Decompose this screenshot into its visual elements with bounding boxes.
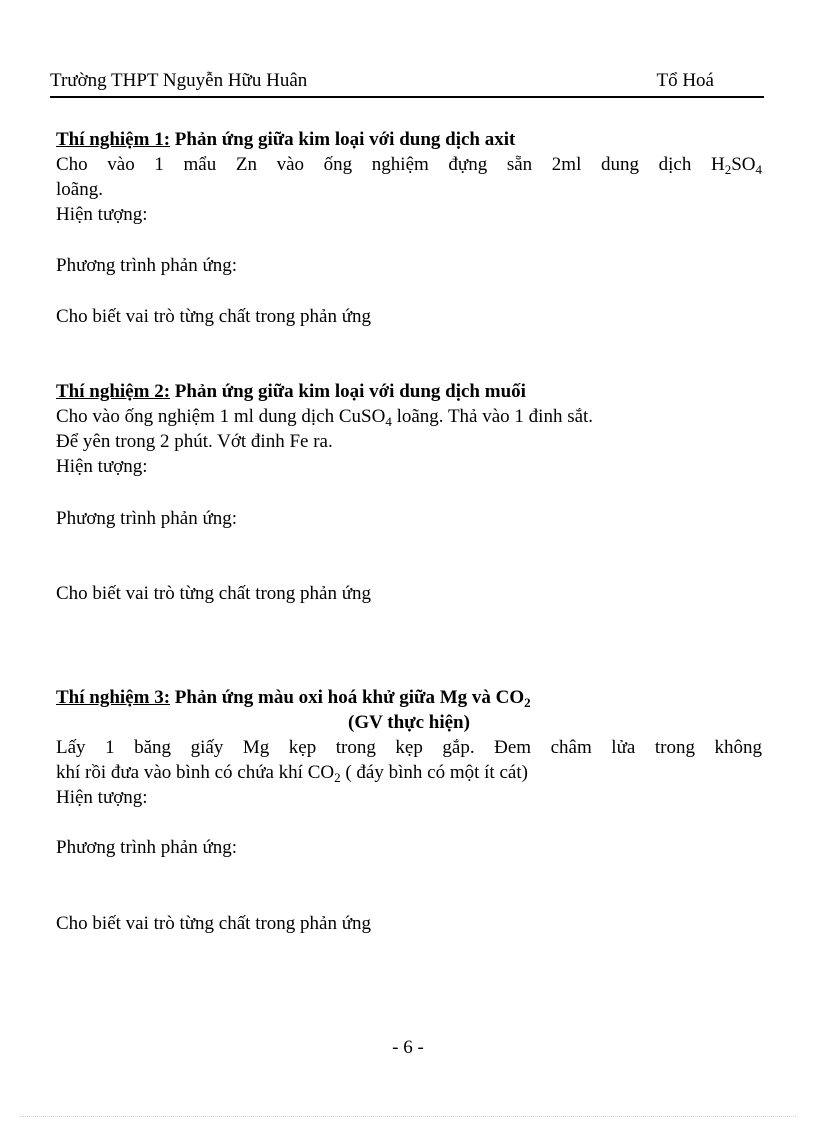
school-name: Trường THPT Nguyễn Hữu Huân [50,70,308,91]
experiment-1-label: Thí nghiệm 1: [56,129,171,150]
experiment-3-phenomenon: Hiện tượng: [56,787,148,808]
experiment-1-phenomenon: Hiện tượng: [56,204,148,225]
experiment-3-subtitle: (GV thực hiện) [348,712,470,733]
experiment-3-procedure-line1: Lấy 1 băng giấy Mg kẹp trong kẹp gắp. Đem châm lửa trong không [56,737,762,758]
experiment-1-heading: Phản ứng giữa kim loại với dung dịch axit [170,129,516,150]
page-bottom-divider [20,1116,796,1117]
experiment-2 [56,379,762,479]
experiment-3-roles: Cho biết vai trò từng chất trong phản ứng [56,913,372,934]
experiment-2-heading: Phản ứng giữa kim loại với dung dịch muối [170,381,526,402]
experiment-2-procedure-line1: Cho vào ống nghiệm 1 ml dung dịch CuSO$_4$ loãng. Thả vào 1 đinh sắt. [56,406,594,429]
experiment-1-roles: Cho biết vai trò từng chất trong phản ứng [56,306,372,327]
experiment-1-equation: Phương trình phản ứng: [56,255,238,276]
experiment-2-roles: Cho biết vai trò từng chất trong phản ứng [56,583,372,604]
experiment-2-procedure-line2: Để yên trong 2 phút. Vớt đinh Fe ra. [56,431,333,452]
page-number: - 6 - [392,1037,424,1058]
experiment-2-label: Thí nghiệm 2: [56,381,171,402]
experiment-3 [56,685,762,810]
experiment-3-title: Thí nghiệm 3: Phản ứng màu oxi hoá khử giữa Mg và $CO_2$ [56,687,531,710]
department-name: Tổ Hoá [656,70,714,91]
page-header [50,68,764,98]
experiment-2-phenomenon: Hiện tượng: [56,456,148,477]
experiment-1-procedure-line2: loãng. [56,179,103,200]
experiment-2-equation: Phương trình phản ứng: [56,508,238,529]
experiment-3-heading: Phản ứng màu oxi hoá khử giữa Mg và CO [170,687,525,708]
experiment-2-title [56,379,762,404]
experiment-3-equation: Phương trình phản ứng: [56,837,238,858]
experiment-3-procedure-line2: khí rồi đưa vào bình có chứa khí $CO_2$ ( đáy bình có một ít cát) [56,762,528,785]
experiment-1-procedure-line1: Cho vào 1 mẩu Zn vào ống nghiệm đựng sẵn 2ml dung dịch $H_2SO_4$ [56,154,762,177]
experiment-1-title [56,127,762,152]
experiment-3-label: Thí nghiệm 3: [56,687,171,708]
experiment-1 [56,127,762,227]
